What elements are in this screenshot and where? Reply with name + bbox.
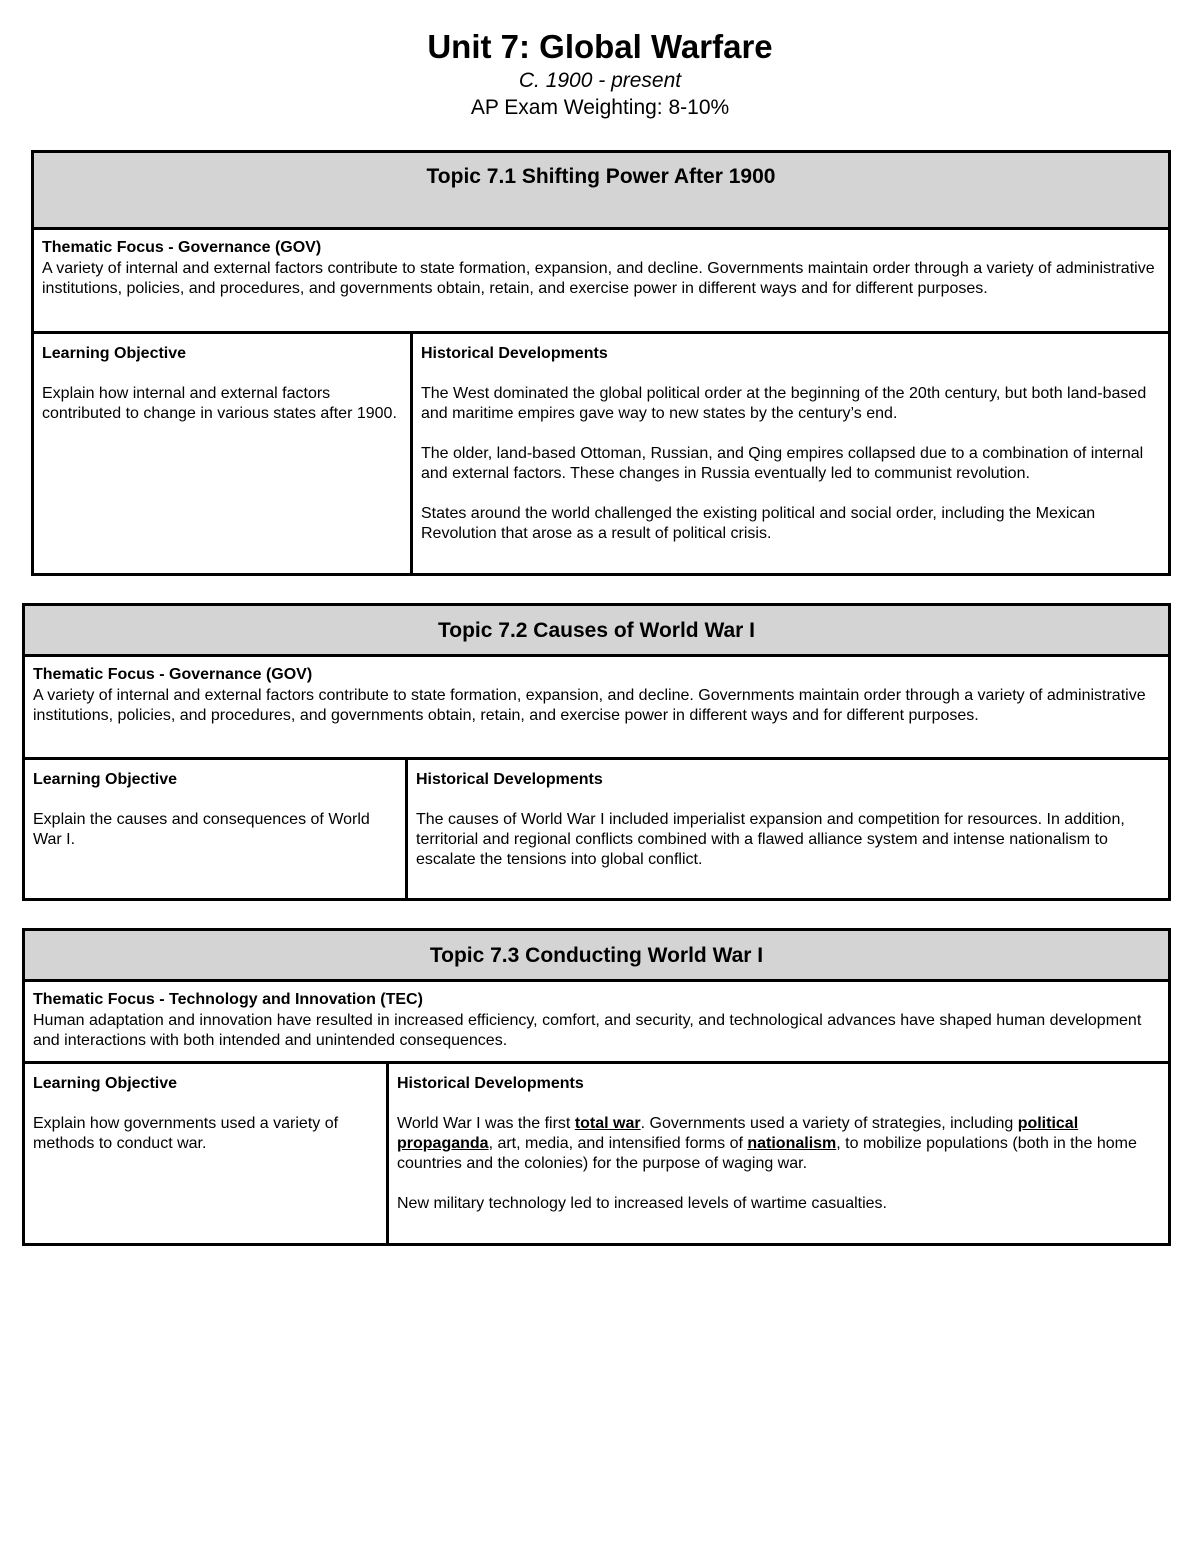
key-term-nationalism: nationalism	[747, 1135, 837, 1152]
historical-developments-cell	[389, 1064, 1168, 1243]
key-term-political-propaganda: political propaganda	[397, 1115, 1079, 1152]
historical-developments-cell	[408, 760, 1168, 898]
learning-objective-text: Explain how internal and external factors contributed to change in various states after 1900.	[42, 385, 397, 422]
topic-7-2-table	[22, 603, 1171, 901]
historical-developments-title: Historical Developments	[421, 345, 608, 362]
thematic-focus	[25, 982, 1168, 1064]
topic-columns	[25, 1064, 1168, 1243]
date-range: C. 1900 - present	[518, 69, 682, 92]
historical-development-paragraph: States around the world challenged the existing political and social order, including the Mexican Revolution that arose as a result of political crisis.	[421, 505, 1096, 542]
topic-heading: Topic 7.3 Conducting World War I	[25, 931, 1168, 982]
topic-heading: Topic 7.2 Causes of World War I	[25, 606, 1168, 657]
thematic-focus-title: Thematic Focus - Technology and Innovation (TEC)	[33, 991, 423, 1008]
historical-developments-title: Historical Developments	[397, 1075, 584, 1092]
learning-objective-cell	[34, 334, 413, 573]
page-title: Unit 7: Global Warfare	[427, 28, 773, 65]
historical-development-paragraph: New military technology led to increased levels of wartime casualties.	[397, 1195, 887, 1212]
historical-developments-cell	[413, 334, 1168, 573]
key-term-total-war: total war	[574, 1115, 641, 1132]
topic-7-1-table	[31, 150, 1171, 576]
learning-objective-text: Explain how governments used a variety of methods to conduct war.	[33, 1115, 339, 1152]
learning-objective-text: Explain the causes and consequences of World War I.	[33, 811, 370, 848]
thematic-focus-text: A variety of internal and external factors contribute to state formation, expansion, and decline. Governments maintain order through a variety of administrative institutions, policies, and procedures, and governments obtain, retain, and exercise power in different ways and for different purposes.	[42, 259, 1155, 297]
thematic-focus-text: A variety of internal and external factors contribute to state formation, expansion, and decline. Governments maintain order through a variety of administrative institutions, policies, and procedures, and governments obtain, retain, and exercise power in different ways and for different purposes.	[33, 686, 1146, 724]
learning-objective-cell	[25, 760, 408, 898]
historical-development-paragraph	[397, 1114, 1160, 1174]
learning-objective-cell	[25, 1064, 389, 1243]
historical-development-paragraph: The older, land-based Ottoman, Russian, and Qing empires collapsed due to a combination of internal and external factors. These changes in Russia eventually led to communist revolution.	[421, 445, 1144, 482]
topic-columns	[25, 760, 1168, 898]
topic-columns	[34, 334, 1168, 573]
thematic-focus-text: Human adaptation and innovation have resulted in increased efficiency, comfort, and security, and technological advances have shaped human development and interactions with both intended and unintended consequences.	[33, 1011, 1142, 1049]
historical-developments-title: Historical Developments	[416, 771, 603, 788]
page-header	[0, 26, 1200, 122]
text-run: World War I was the first	[397, 1115, 575, 1132]
thematic-focus-title: Thematic Focus - Governance (GOV)	[33, 666, 313, 683]
topic-7-3-table	[22, 928, 1171, 1246]
thematic-focus	[25, 657, 1168, 760]
text-run: . Governments used a variety of strategies, including	[640, 1115, 1018, 1132]
thematic-focus-title: Thematic Focus - Governance (GOV)	[42, 239, 322, 256]
learning-objective-title: Learning Objective	[33, 771, 178, 788]
topic-heading: Topic 7.1 Shifting Power After 1900	[34, 153, 1168, 230]
thematic-focus	[34, 230, 1168, 334]
text-run: , to mobilize populations (both in the home countries and the colonies) for the purpose of waging war.	[397, 1135, 1137, 1172]
text-run: , art, media, and intensified forms of	[488, 1135, 748, 1152]
learning-objective-title: Learning Objective	[42, 345, 187, 362]
learning-objective-title: Learning Objective	[33, 1075, 178, 1092]
exam-weighting: AP Exam Weighting: 8-10%	[470, 96, 730, 119]
historical-development-paragraph: The West dominated the global political order at the beginning of the 20th century, but both land-based and maritime empires gave way to new states by the century’s end.	[421, 385, 1147, 422]
historical-development-paragraph: The causes of World War I included imperialist expansion and competition for resources. In addition, territorial and regional conflicts combined with a flawed alliance system and intense nationalism to escalate the tensions into global conflict.	[416, 811, 1125, 868]
